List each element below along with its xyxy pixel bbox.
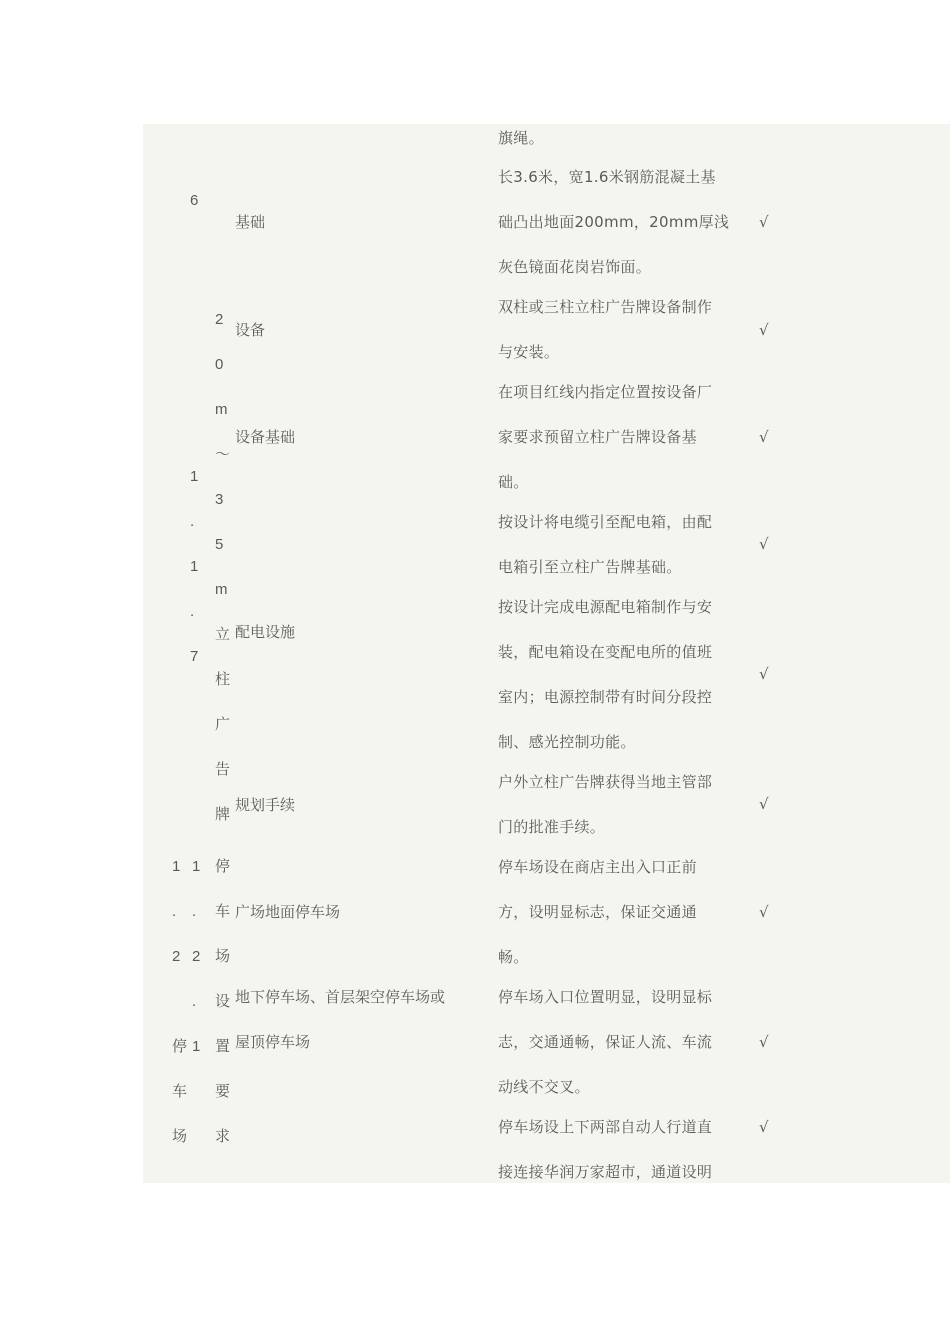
item-description: 门的批准手续。 <box>498 818 606 836</box>
check-mark: √ <box>759 1118 769 1136</box>
item-description: 在项目红线内指定位置按设备厂 <box>498 383 713 401</box>
check-mark: √ <box>759 428 769 446</box>
item-description: 动线不交叉。 <box>498 1078 590 1096</box>
item-name: 广场地面停车场 <box>235 903 341 921</box>
category-char: m <box>215 401 228 418</box>
row-number-char: 6 <box>190 192 199 209</box>
item-name: 设备 <box>235 321 266 339</box>
category-char: 求 <box>215 1128 231 1145</box>
category-char: ～ <box>215 446 231 463</box>
row-number-char: . <box>190 603 195 620</box>
item-description: 户外立柱广告牌获得当地主管部 <box>498 773 713 791</box>
row-number-char: 1 <box>192 1038 201 1055</box>
row-number-char: . <box>172 903 177 920</box>
category-char: 告 <box>215 761 231 778</box>
row-number-char: 停 <box>172 1038 188 1055</box>
item-name: 屋顶停车场 <box>235 1033 311 1051</box>
row-number-char: 1 <box>192 858 201 875</box>
item-description: 灰色镜面花岗岩饰面。 <box>498 258 652 276</box>
row-number-char: 2 <box>172 948 181 965</box>
category-char: 5 <box>215 536 224 553</box>
category-char: 广 <box>215 716 231 733</box>
item-description: 础凸出地面200mm，20mm厚浅 <box>498 213 730 231</box>
category-char: 置 <box>215 1038 231 1055</box>
row-number-char: 场 <box>172 1128 188 1145</box>
item-description: 志，交通通畅，保证人流、车流 <box>498 1033 713 1051</box>
item-name: 地下停车场、首层架空停车场或 <box>235 988 446 1006</box>
category-char: 场 <box>215 948 231 965</box>
item-description: 停车场设上下两部自动人行道直 <box>498 1118 713 1136</box>
row-number-char: . <box>190 513 195 530</box>
item-name: 基础 <box>235 213 266 231</box>
row-number-char: 1 <box>172 858 181 875</box>
row-number-char: 7 <box>190 648 199 665</box>
item-name: 配电设施 <box>235 623 296 641</box>
item-description: 畅。 <box>498 948 529 966</box>
item-description: 旗绳。 <box>498 129 544 147</box>
item-description: 装，配电箱设在变配电所的值班 <box>498 643 713 661</box>
item-description: 与安装。 <box>498 343 560 361</box>
item-description: 础。 <box>498 473 529 491</box>
row-number-char: 1 <box>190 558 199 575</box>
item-description: 停车场设在商店主出入口正前 <box>498 858 697 876</box>
category-char: 3 <box>215 491 224 508</box>
table-sheet <box>143 124 950 1183</box>
category-char: m <box>215 581 228 598</box>
item-description: 停车场入口位置明显，设明显标 <box>498 988 713 1006</box>
row-number-char: 2 <box>192 948 201 965</box>
item-description: 制、感光控制功能。 <box>498 733 636 751</box>
item-description: 按设计完成电源配电箱制作与安 <box>498 598 713 616</box>
item-description: 方，设明显标志，保证交通通 <box>498 903 697 921</box>
row-number-char: 1 <box>190 468 199 485</box>
category-char: 要 <box>215 1083 231 1100</box>
item-description: 接连接华润万家超市，通道设明 <box>498 1163 713 1181</box>
category-char: 柱 <box>215 671 231 688</box>
category-char: 设 <box>215 993 231 1010</box>
item-description: 室内；电源控制带有时间分段控 <box>498 688 713 706</box>
check-mark: √ <box>759 535 769 553</box>
check-mark: √ <box>759 213 769 231</box>
row-number-char: . <box>192 903 197 920</box>
category-char: 0 <box>215 356 224 373</box>
item-name: 规划手续 <box>235 796 296 814</box>
category-char: 立 <box>215 626 231 643</box>
category-char: 2 <box>215 311 224 328</box>
category-char: 停 <box>215 858 231 875</box>
item-description: 按设计将电缆引至配电箱，由配 <box>498 513 713 531</box>
item-description: 电箱引至立柱广告牌基础。 <box>498 558 682 576</box>
item-description: 家要求预留立柱广告牌设备基 <box>498 428 697 446</box>
check-mark: √ <box>759 321 769 339</box>
check-mark: √ <box>759 795 769 813</box>
row-number-char: . <box>192 993 197 1010</box>
item-description: 双柱或三柱立柱广告牌设备制作 <box>498 298 713 316</box>
check-mark: √ <box>759 1033 769 1051</box>
item-description: 长3.6米，宽1.6米钢筋混凝土基 <box>498 168 716 186</box>
category-char: 牌 <box>215 806 231 823</box>
category-char: 车 <box>215 903 231 920</box>
check-mark: √ <box>759 903 769 921</box>
item-name: 设备基础 <box>235 428 296 446</box>
check-mark: √ <box>759 665 769 683</box>
row-number-char: 车 <box>172 1083 188 1100</box>
